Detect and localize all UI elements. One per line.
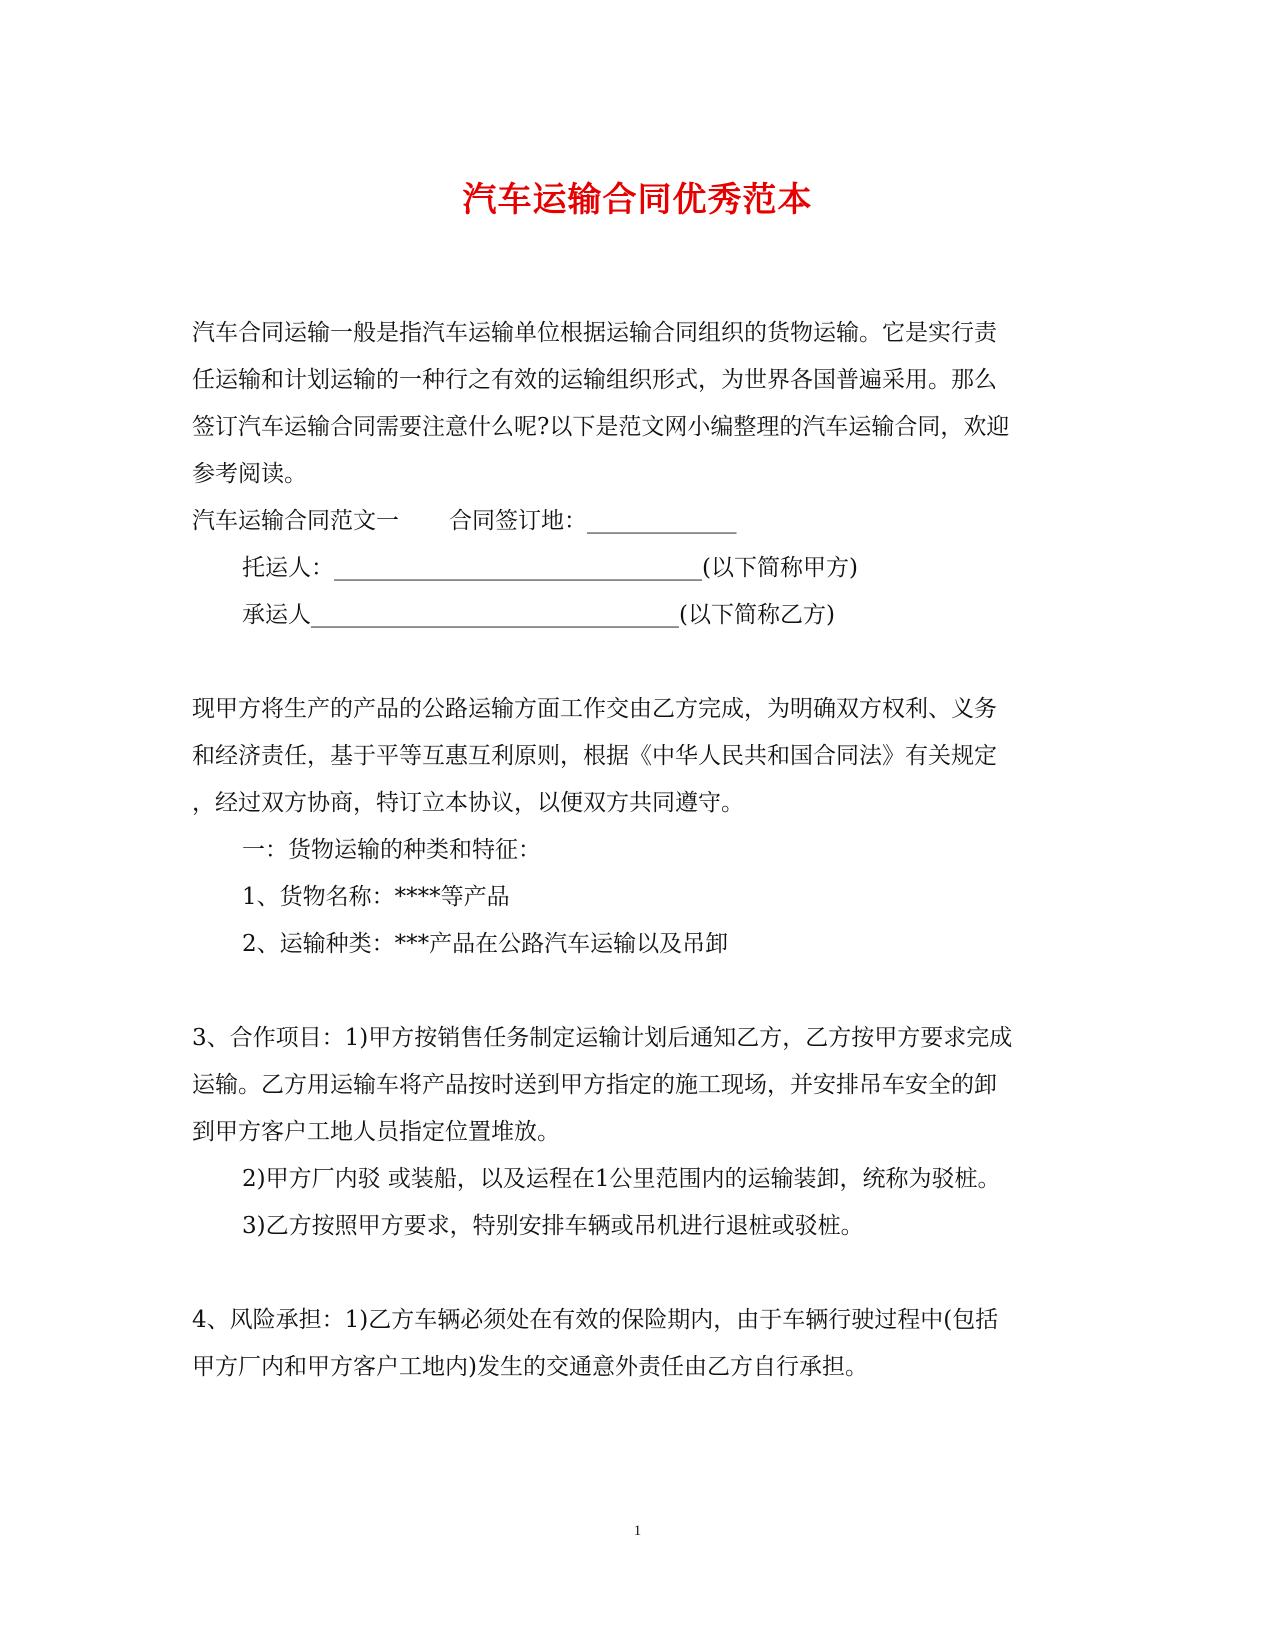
intro-line-3: 签订汽车运输合同需要注意什么呢?以下是范文网小编整理的汽车运输合同，欢迎	[192, 414, 1010, 440]
item-3-sub-2: 2)甲方厂内驳 或装船，以及运程在1公里范围内的运输装卸，统称为驳桩。	[242, 1166, 1001, 1192]
item-3-line-2: 运输。乙方用运输车将产品按时送到甲方指定的施工现场，并安排吊车安全的卸	[192, 1072, 997, 1098]
intro-line-1: 汽车合同运输一般是指汽车运输单位根据运输合同组织的货物运输。它是实行责	[192, 320, 997, 346]
intro-line-2: 任运输和计划运输的一种行之有效的运输组织形式，为世界各国普遍采用。那么	[192, 367, 997, 393]
intro-line-4: 参考阅读。	[192, 461, 307, 487]
section-1-heading: 一：货物运输的种类和特征：	[242, 837, 541, 863]
item-3-line-3: 到甲方客户工地人员指定位置堆放。	[192, 1119, 560, 1145]
preamble-line-3: ，经过双方协商，特订立本协议，以便双方共同遵守。	[192, 790, 744, 816]
item-2: 2、运输种类：***产品在公路汽车运输以及吊卸	[242, 931, 729, 957]
preamble-line-1: 现甲方将生产的产品的公路运输方面工作交由乙方完成，为明确双方权利、义务	[192, 696, 997, 722]
item-4-line-1: 4、风险承担：1)乙方车辆必须处在有效的保险期内，由于车辆行驶过程中(包括	[192, 1307, 999, 1333]
item-4-line-2: 甲方厂内和甲方客户工地内)发生的交通意外责任由乙方自行承担。	[192, 1354, 868, 1380]
signing-place-label: 合同签订地：_____________	[449, 508, 737, 534]
preamble-line-2: 和经济责任，基于平等互惠互利原则，根据《中华人民共和国合同法》有关规定	[192, 743, 997, 769]
item-3-sub-3: 3)乙方按照甲方要求，特别安排车辆或吊机进行退桩或驳桩。	[242, 1213, 864, 1239]
carrier-line: 承运人________________________________(以下简称乙方)	[242, 602, 835, 628]
item-3-line-1: 3、合作项目：1)甲方按销售任务制定运输计划后通知乙方，乙方按甲方要求完成	[192, 1025, 1013, 1051]
contract-header-line	[192, 506, 737, 536]
document-title: 汽车运输合同优秀范本	[462, 180, 813, 220]
page-number: 1	[633, 1523, 642, 1539]
consignor-line: 托运人：________________________________(以下简称甲方)	[242, 555, 858, 581]
item-1: 1、货物名称：****等产品	[242, 884, 510, 910]
contract-sample-label: 汽车运输合同范文一	[192, 508, 399, 534]
